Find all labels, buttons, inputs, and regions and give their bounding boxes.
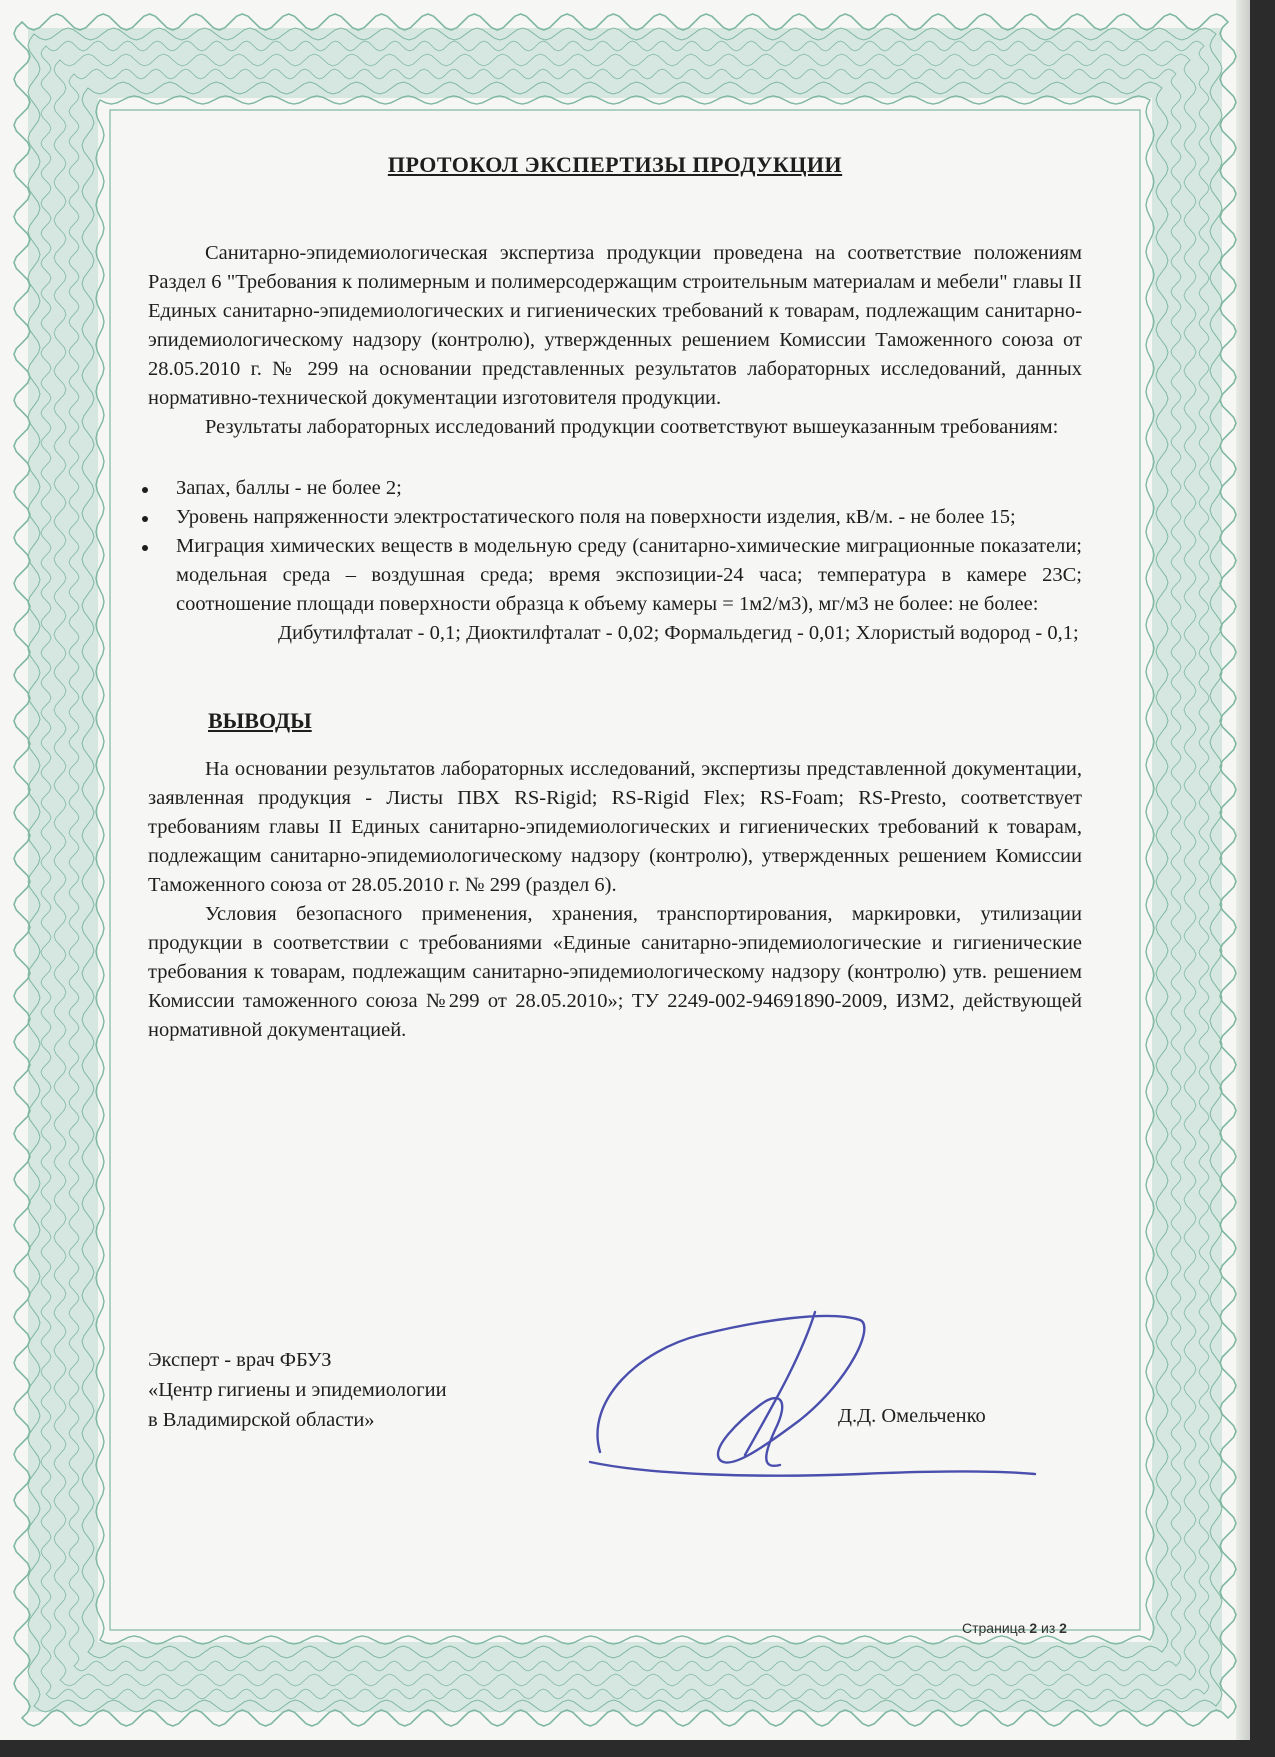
document-body [148, 150, 1082, 1045]
conclusion-paragraph: Условия безопасного применения, хранения, транспортирования, маркировки, утилизации продукции в соответствии с требованиями «Единые санитарно-эпидемиологические и гигиенические требования к товарам, подлежащим санитарно-эпидемиологическому надзору (контролю) утв. решением Комиссии таможенного союза №299 от 28.05.2010»; ТУ 2249-002-94691890-2009, ИЗМ2, действующей нормативной документацией. [148, 903, 1082, 1041]
signer-name: Д.Д. Омельченко [838, 1405, 986, 1427]
substances-limits: Дибутилфталат - 0,1; Диоктилфталат - 0,02; Формальдегид - 0,01; Хлористый водород - 0,1; [278, 622, 1079, 644]
results-paragraph: Результаты лабораторных исследований продукции соответствуют вышеуказанным требованиям: [205, 416, 1059, 438]
document-title: ПРОТОКОЛ ЭКСПЕРТИЗЫ ПРОДУКЦИИ [387, 152, 843, 177]
requirements-list [148, 474, 1082, 619]
conclusion-paragraph: На основании результатов лабораторных исследований, экспертизы представленной документации, заявленная продукция - Листы ПВХ RS-Rigid; RS-Rigid Flex; RS-Foam; RS-Presto, соответствует требованиям главы II Единых санитарно-эпидемиологических и гигиенических требований к товарам, подлежащим санитарно-эпидемиологическому надзору (контролю), утвержденных решением Комиссии Таможенного союза от 28.05.2010 г. № 299 (раздел 6). [148, 758, 1082, 896]
bullet-icon [142, 545, 148, 551]
bullet-icon [142, 487, 148, 493]
list-item: Уровень напряженности электростатического поля на поверхности изделия, кВ/м. - не более 15; [148, 503, 1082, 532]
expert-line: Эксперт - врач ФБУЗ [148, 1349, 332, 1371]
list-item: Миграция химических веществ в модельную среду (санитарно-химические миграционные показатели; модельная среда – воздушная среда; время экспозиции-24 часа; температура в камере 23С; соотношение площади поверхности образца к объему камеры = 1м2/м3), мг/м3 не более: не более: [148, 532, 1082, 619]
list-item: Запах, баллы - не более 2; [148, 474, 1082, 503]
conclusions-heading: ВЫВОДЫ [208, 708, 312, 733]
intro-paragraph: Санитарно-эпидемиологическая экспертиза продукции проведена на соответствие положениям Раздел 6 "Требования к полимерным и полимерсодержащим строительным материалам и мебели" главы II Единых санитарно-эпидемиологических и гигиенических требований к товарам, подлежащим санитарно-эпидемиологическому надзору (контролю), утвержденных решением Комиссии Таможенного союза от 28.05.2010 г. № 299 на основании представленных результатов лабораторных исследований, данных нормативно-технической документации изготовителя продукции. [148, 242, 1082, 409]
expert-block [148, 1345, 447, 1435]
page-number: Страница 2 из 2 [962, 1620, 1067, 1636]
expert-line: в Владимирской области» [148, 1409, 375, 1431]
bullet-icon [142, 516, 148, 522]
expert-line: «Центр гигиены и эпидемиологии [148, 1379, 447, 1401]
